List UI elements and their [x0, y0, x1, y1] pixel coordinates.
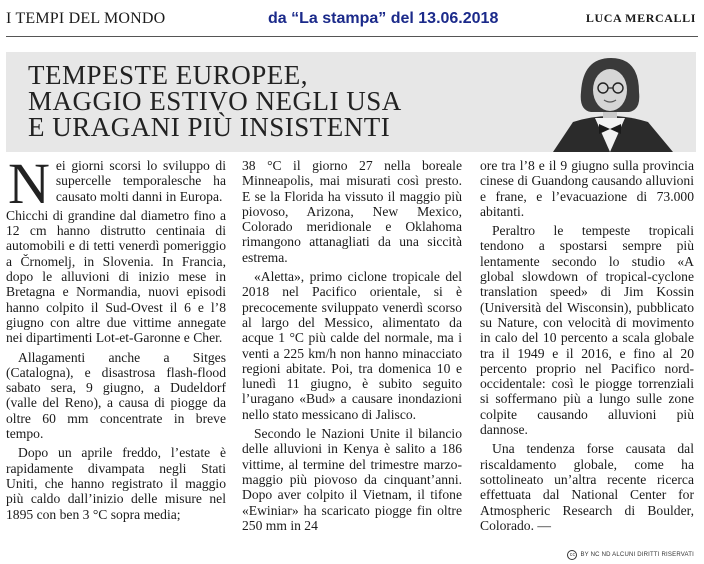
- section-rubric: I TEMPI DEL MONDO: [6, 10, 166, 27]
- article-body: [6, 158, 696, 550]
- source-note: da “La stampa” del 13.06.2018: [268, 10, 499, 27]
- headline-line: TEMPESTE EUROPEE,: [28, 60, 309, 90]
- paragraph: Peraltro le tempeste tropicali tendono a spostarsi sempre più lentamente secondo lo studio «A global slowdown of tropical-cyclone translation speed» di Jim Kossin (Università del Wisconsin), pubblicato su Nature, con velocità di movimento in calo del 10 percento a scala globale tra il 1949 e il 2016, e fino al 20 percento proprio nel Pacifico nord-occidentale: così le piogge torrenziali si soffermano più a lungo sulle zone colpite causando alluvioni più dannose.: [480, 223, 694, 438]
- paragraph: Chicchi di grandine dal diametro fino a 12 cm hanno distrutto centinaia di automobili e di tetti venerdì pomeriggio a Črnomelj, in Slovenia. In Francia, dopo le alluvioni di inizio mese in Bretagna e Normandia, nuovi episodi hanno colpito il Sud-Ovest il 6 e l’8 giugno con altre due vittime annegate nei dipartimenti Lot-et-Garonne e Cher.: [6, 207, 226, 346]
- paragraph: Allagamenti anche a Sitges (Catalogna), e disastrosa flash-flood sabato sera, 9 giugno, a Dudeldorf (valle del Reno), a causa di piogge da oltre 60 mm concentrate in breve tempo.: [6, 349, 226, 442]
- header-rule: [6, 36, 698, 37]
- paragraph: Una tendenza forse causata dal riscaldamento globale, come ha sottolineato un’altra recente ricerca effettuata dal National Center for Atmospheric Research di Boulder, Colorado. —: [480, 441, 694, 533]
- author-portrait-icon: [533, 52, 688, 152]
- paragraph: 38 °C il giorno 27 nella boreale Minneapolis, mai misurati così presto. E se la Florida ha vissuto il maggio più piovoso, Arizona, New Mexico, Colorado meridionale e Oklahoma rimangono attanagliati da una siccità estrema.: [242, 158, 462, 265]
- credit-text: BY NC ND ALCUNI DIRITTI RISERVATI: [580, 552, 694, 558]
- page-header: [0, 0, 704, 36]
- drop-cap: N: [8, 158, 50, 216]
- article-column-3: [480, 158, 694, 550]
- headline: [28, 62, 402, 140]
- headline-box: [6, 52, 696, 152]
- paragraph: Nei giorni scorsi lo sviluppo di supercelle temporalesche ha causato molti danni in Europa.: [8, 158, 226, 216]
- paragraph: «Aletta», primo ciclone tropicale del 2018 nel Pacifico orientale, si è precocemente sviluppato venerdì scorso al largo del Messico, alimentato da acque 1 °C più calde del normale, ma i venti a 225 km/h non hanno minacciato regioni abitate. Poi, tra domenica 10 e lunedì 11 giugno, è subito seguito l’uragano «Bud» a causare inondazioni nello stato messicano di Jalisco.: [242, 269, 462, 422]
- author-name: LUCA MERCALLI: [585, 11, 696, 25]
- paragraph: ore tra l’8 e il 9 giugno sulla provincia cinese di Guandong causando alluvioni e frane, e l’evacuazione di 73.000 abitanti.: [480, 158, 694, 219]
- license-credit: [567, 550, 694, 560]
- creative-commons-icon: cc: [567, 550, 577, 560]
- headline-line: MAGGIO ESTIVO NEGLI USA: [28, 86, 402, 116]
- paragraph: Dopo un aprile freddo, l’estate è rapidamente divampata negli Stati Uniti, che hanno registrato il maggio più caldo dall’inizio delle misure nel 1895 con ben 3 °C sopra media;: [6, 445, 226, 522]
- article-column-1: [6, 158, 226, 550]
- article-column-2: [242, 158, 462, 550]
- paragraph: Secondo le Nazioni Unite il bilancio delle alluvioni in Kenya è salito a 186 vittime, al termine del trimestre marzo-maggio più piovoso da cinquant’anni. Dopo aver colpito il Vietnam, il tifone «Ewiniar» ha scaricato piogge fin oltre 250 mm in 24: [242, 426, 462, 533]
- headline-line: E URAGANI PIÙ INSISTENTI: [28, 112, 391, 142]
